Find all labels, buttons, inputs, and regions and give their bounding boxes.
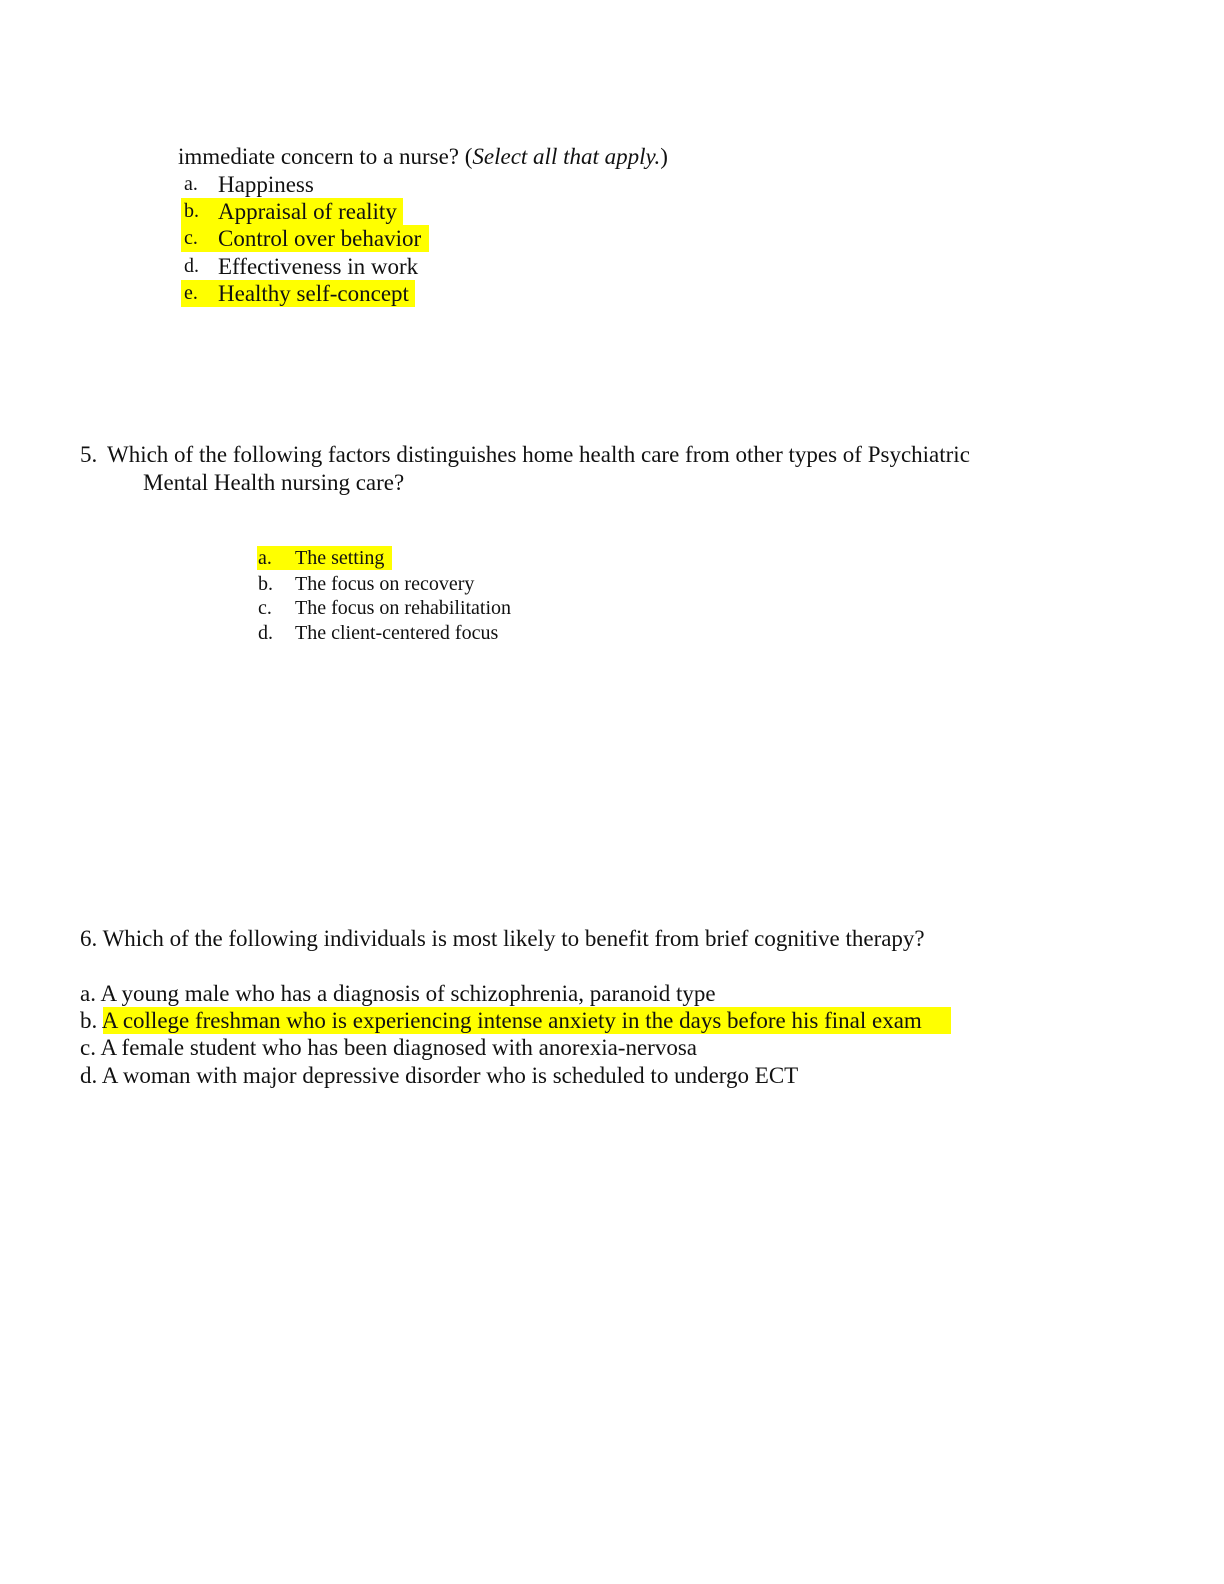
- q6-option-d-label: d.: [80, 1063, 98, 1088]
- q4-stem-end: ): [660, 144, 668, 169]
- q6-option-c: [80, 1034, 697, 1061]
- q5-option-b-label: b.: [258, 573, 273, 595]
- q5-question-line2: Mental Health nursing care?: [143, 470, 405, 495]
- q4-option-b-label: b.: [184, 200, 199, 222]
- q6-option-c-text: A female student who has been diagnosed with anorexia-nervosa: [100, 1035, 697, 1060]
- q6-option-a-text: A young male who has a diagnosis of schizophrenia, paranoid type: [100, 981, 716, 1006]
- q6-option-b: [80, 1007, 922, 1034]
- q4-stem-italic: Select all that apply.: [472, 144, 661, 169]
- q4-stem-text: immediate concern to a nurse? (: [178, 144, 473, 169]
- q4-stem: [178, 143, 668, 170]
- q6-option-c-label: c.: [80, 1035, 96, 1060]
- q6-option-a-label: a.: [80, 981, 96, 1006]
- q6-question: 6. Which of the following individuals is most likely to benefit from brief cognitive therapy?: [80, 926, 925, 951]
- q5-option-c-text: The focus on rehabilitation: [295, 597, 512, 619]
- q4-option-c-label: c.: [184, 227, 198, 249]
- q4-option-d-text: Effectiveness in work: [218, 254, 419, 279]
- q4-option-a-label: a.: [184, 173, 198, 195]
- q4-option-d-label: d.: [184, 255, 199, 277]
- q4-option-a-text: Happiness: [218, 172, 314, 197]
- q5-option-a-label: a.: [258, 547, 272, 569]
- q6-option-a: [80, 980, 716, 1007]
- q4-option-c-text: Control over behavior: [218, 226, 422, 251]
- q5-option-b-text: The focus on recovery: [295, 573, 475, 595]
- q4-option-b-text: Appraisal of reality: [218, 199, 397, 224]
- q6-option-d-text: A woman with major depressive disorder who is scheduled to undergo ECT: [101, 1063, 799, 1088]
- q5-question-line1: Which of the following factors distinguishes home health care from other types of Psychiatric: [107, 442, 970, 467]
- q5-option-a-text: The setting: [295, 547, 385, 569]
- q4-option-e-label: e.: [184, 282, 198, 304]
- q6-option-b-label: b.: [80, 1008, 98, 1033]
- q4-option-e-text: Healthy self-concept: [218, 281, 409, 306]
- q6-option-b-text: A college freshman who is experiencing intense anxiety in the days before his final exam: [101, 1008, 922, 1033]
- q6-option-d: [80, 1062, 798, 1089]
- q5-option-c-label: c.: [258, 597, 272, 619]
- q5-option-d-label: d.: [258, 622, 273, 644]
- q5-option-d-text: The client-centered focus: [295, 622, 499, 644]
- q5-number: 5.: [80, 442, 98, 467]
